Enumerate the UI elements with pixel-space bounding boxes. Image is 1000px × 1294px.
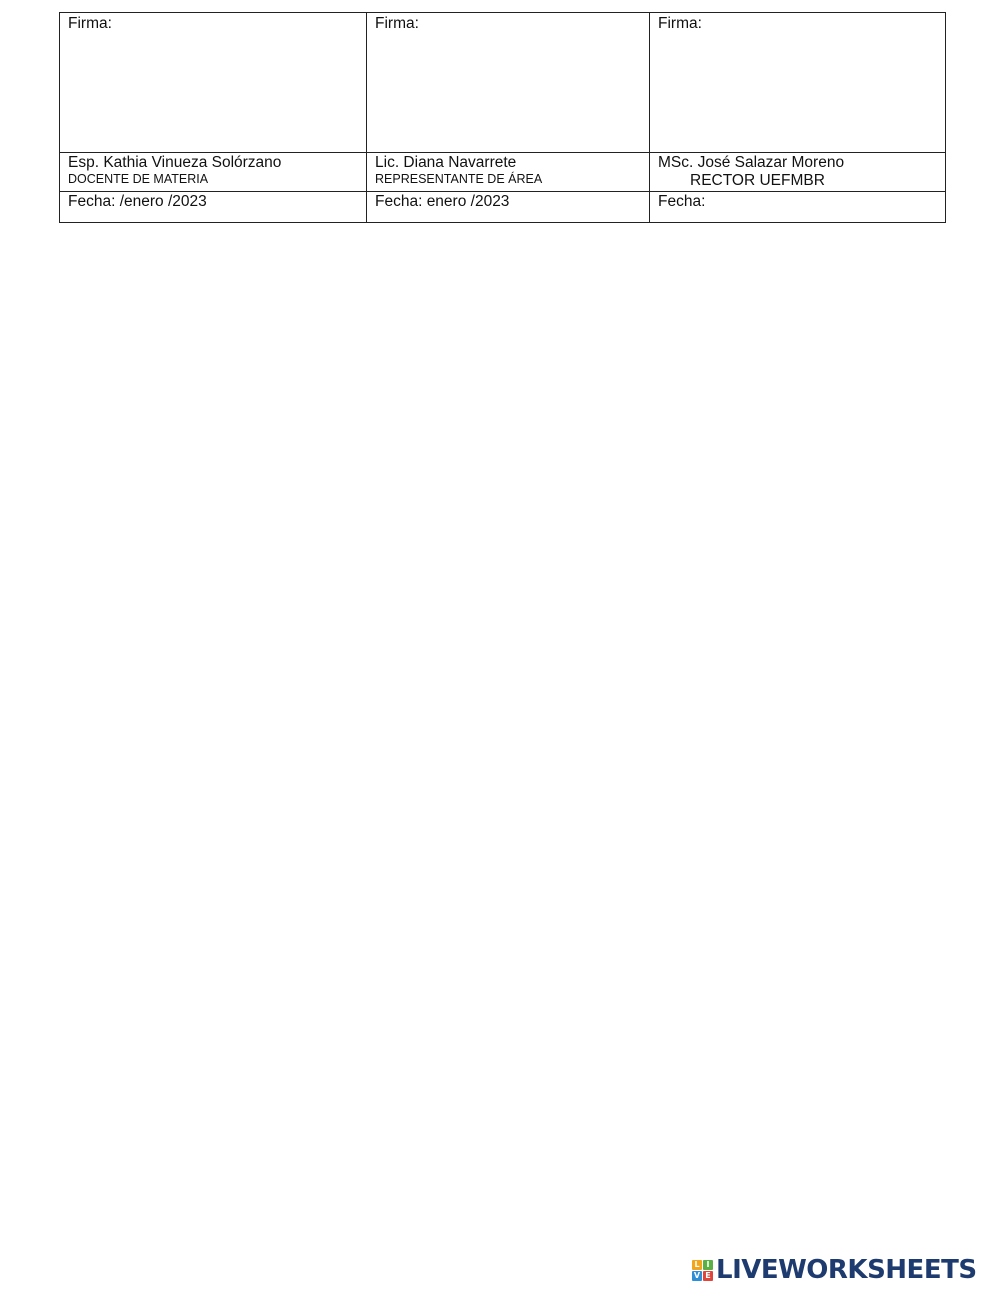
firma-cell-representante [367,13,650,153]
rector-role: RECTOR UEFMBR [690,172,825,189]
firma-cell-docente [60,13,367,153]
firma-label: Firma: [658,15,702,32]
liveworksheets-logo [692,1256,977,1284]
representante-name: Lic. Diana Navarrete [375,154,517,171]
fecha-cell-representante [367,192,650,223]
signature-row [60,13,946,153]
fecha-cell-docente [60,192,367,223]
firma-label: Firma: [375,15,419,32]
liveworksheets-mark-icon [692,1260,713,1281]
logo-tile-l: L [692,1260,702,1270]
liveworksheets-wordmark: LIVEWORKSHEETS [716,1255,977,1285]
rector-cell [650,153,946,192]
representante-role: REPRESENTANTE DE ÁREA [375,172,543,186]
docente-cell [60,153,367,192]
docente-role: DOCENTE DE MATERIA [68,172,209,186]
firma-label: Firma: [68,15,112,32]
fecha-label: Fecha: [658,193,706,210]
date-row [60,192,946,223]
logo-tile-e: E [703,1271,713,1281]
docente-name: Esp. Kathia Vinueza Solórzano [68,154,282,171]
signature-table [59,12,946,223]
rector-name: MSc. José Salazar Moreno [658,154,845,171]
fecha-label: Fecha: enero /2023 [375,193,510,210]
logo-tile-v: V [693,1270,701,1280]
name-row [60,153,946,192]
logo-tile-i: I [703,1260,713,1270]
representante-cell [367,153,650,192]
fecha-cell-rector [650,192,946,223]
firma-cell-rector [650,13,946,153]
fecha-label: Fecha: /enero /2023 [68,193,207,210]
